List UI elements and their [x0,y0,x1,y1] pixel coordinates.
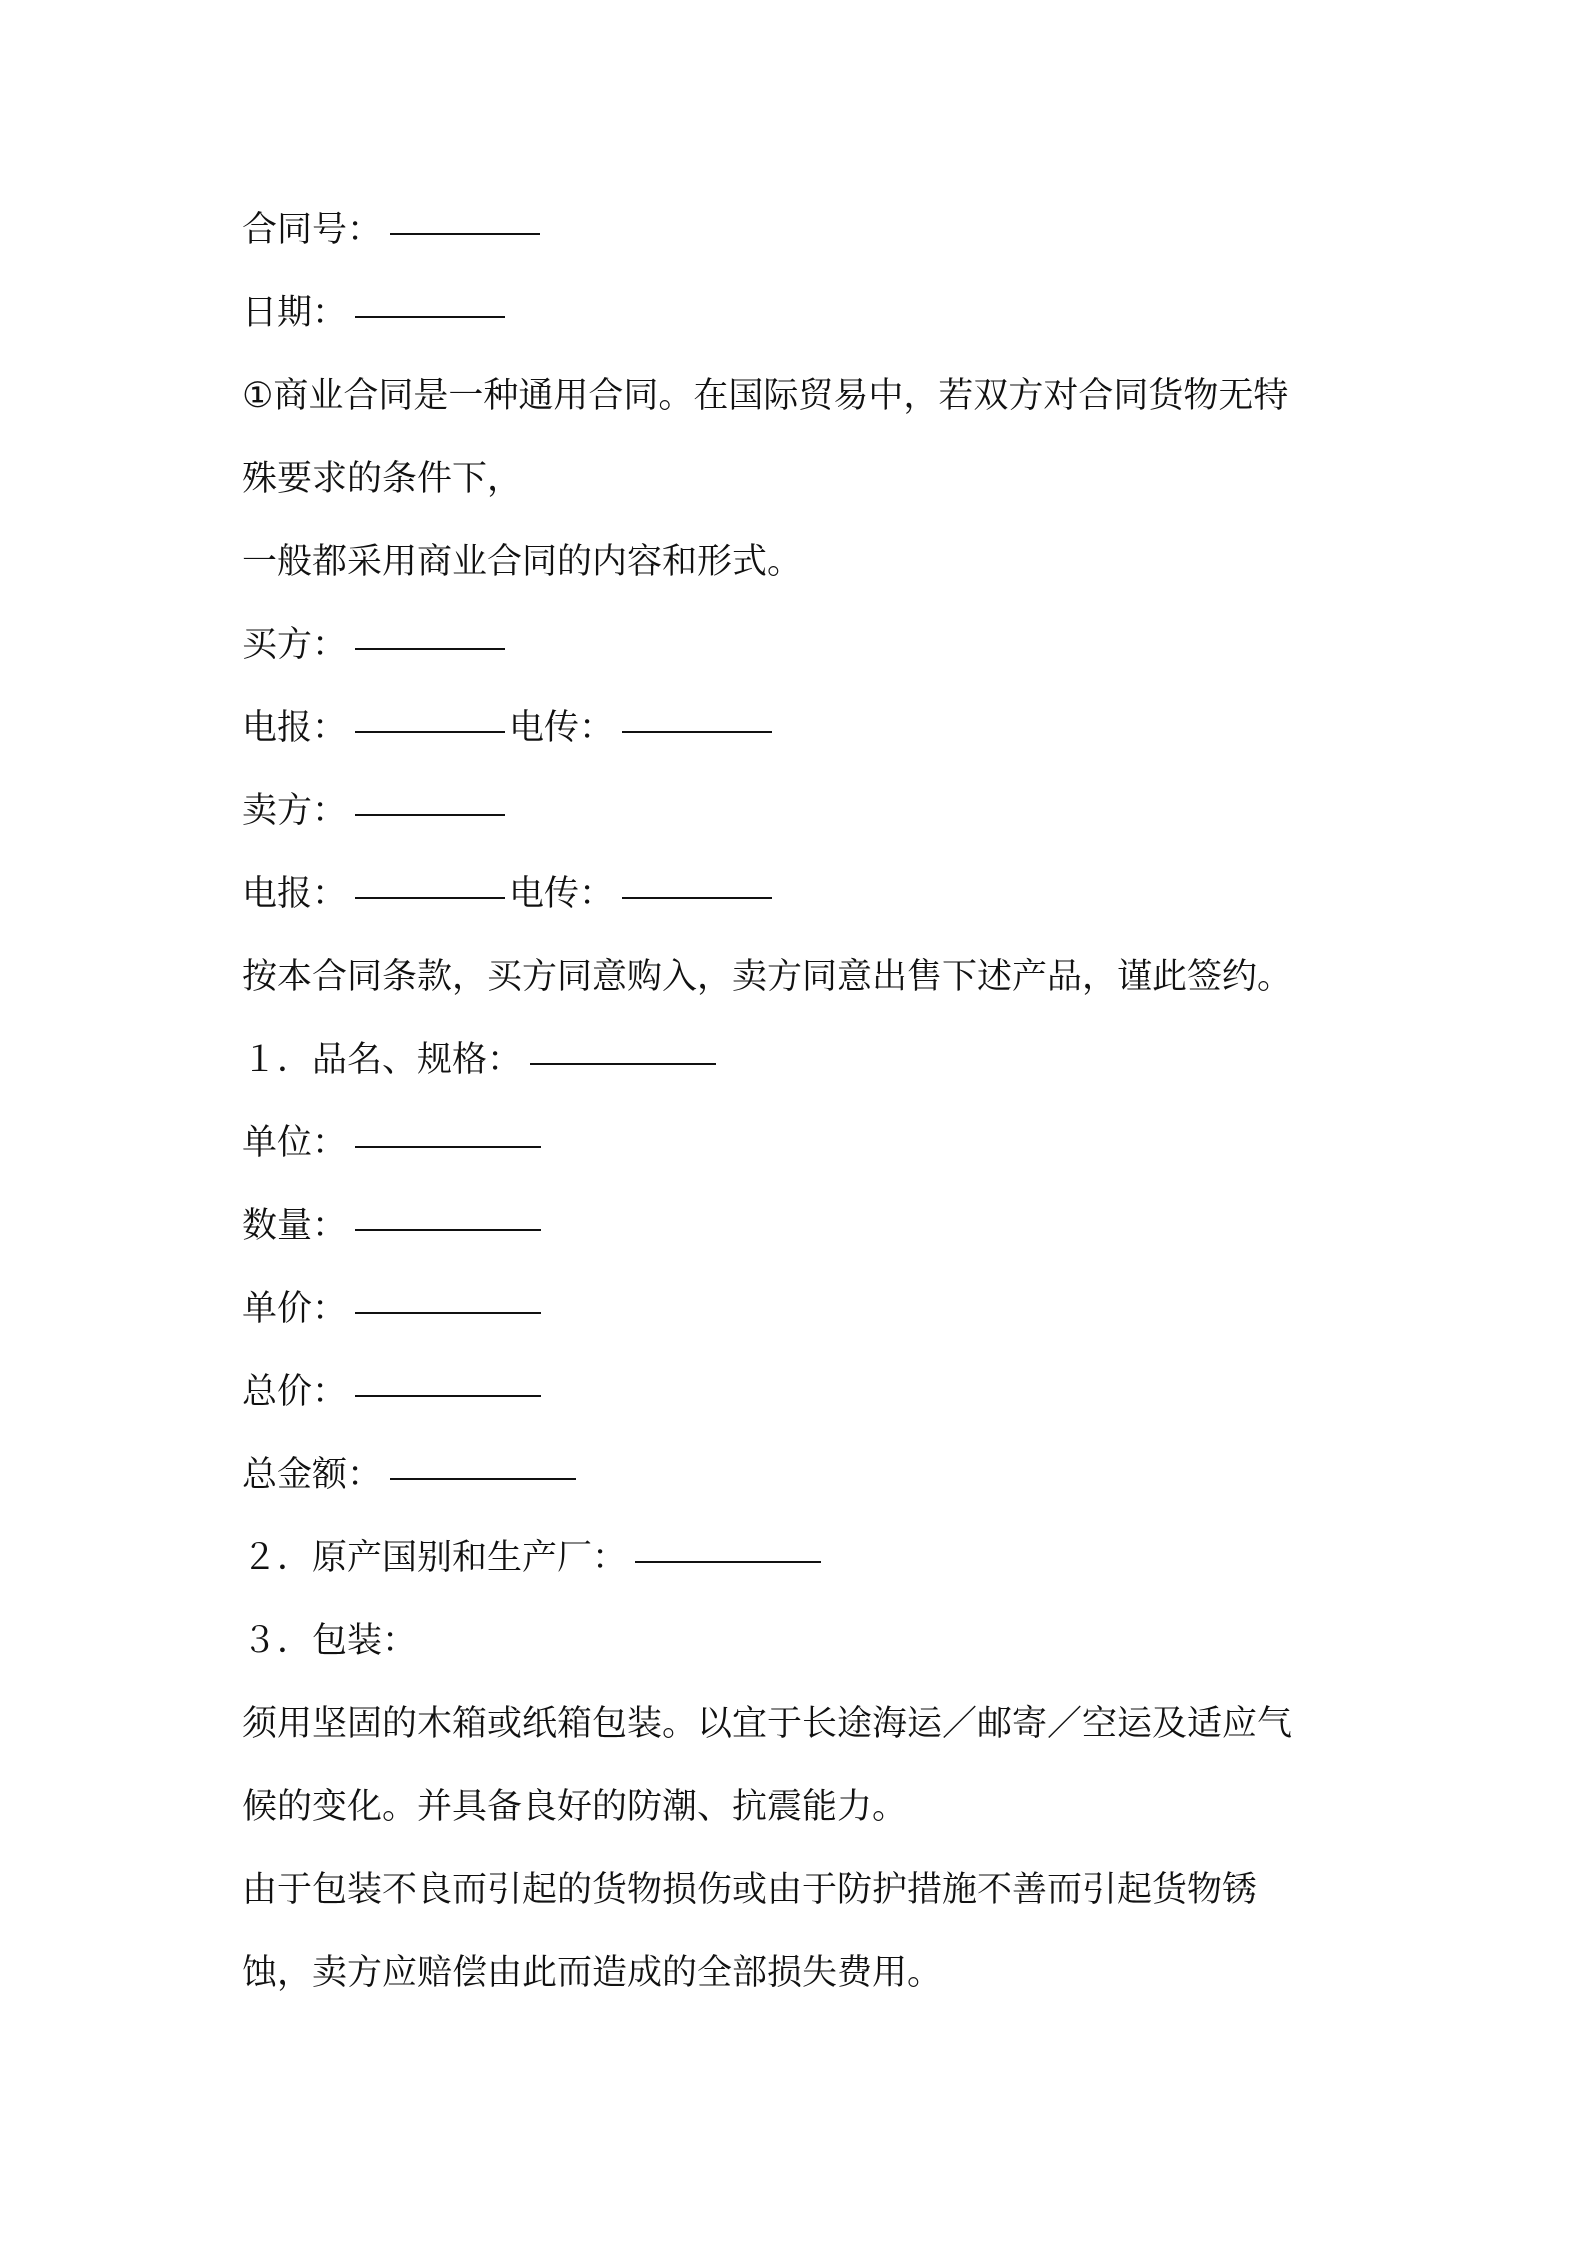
packing-line-1: 须用坚固的木箱或纸箱包装。以宜于长途海运／邮寄／空运及适应气 [242,1704,1293,1744]
buyer-telegram-label: 电报： [242,708,348,748]
seller-telegram-blank[interactable] [355,896,505,899]
unit-price-blank[interactable] [355,1311,541,1314]
damage-line-1: 由于包装不良而引起的货物损伤或由于防护措施不善而引起货物锈 [242,1870,1258,1910]
contract-number-label: 合同号： [242,210,383,250]
item2-line [242,1528,821,1588]
buyer-telegram-blank[interactable] [355,730,505,733]
buyer-telex-label: 电传： [509,708,615,748]
quantity-label: 数量： [242,1206,348,1246]
packing-line-2: 候的变化。并具备良好的防潮、抗震能力。 [242,1787,908,1827]
seller-line [242,781,505,841]
buyer-line [242,615,505,675]
total-amount-blank[interactable] [390,1477,576,1480]
buyer-contact-line [242,698,772,758]
date-label: 日期： [242,293,348,333]
item3-label: ３．包装： [242,1621,418,1661]
item2-blank[interactable] [635,1560,821,1563]
seller-telegram-label: 电报： [242,874,348,914]
damage-line-2: 蚀，卖方应赔偿由此而造成的全部损失费用。 [242,1953,943,1993]
agreement-text: 按本合同条款，买方同意购入，卖方同意出售下述产品，谨此签约。 [242,957,1293,997]
unit-price-label: 单价： [242,1289,348,1329]
unit-price-line [242,1279,541,1339]
unit-label: 单位： [242,1123,348,1163]
date-line [242,283,505,343]
total-price-label: 总价： [242,1372,348,1412]
total-amount-label: 总金额： [242,1455,383,1495]
total-price-blank[interactable] [355,1394,541,1397]
intro-line-2: 殊要求的条件下， [242,459,523,499]
unit-blank[interactable] [355,1145,541,1148]
seller-telex-blank[interactable] [622,896,772,899]
total-amount-line [242,1445,576,1505]
buyer-telex-blank[interactable] [622,730,772,733]
unit-line [242,1113,541,1173]
item1-line [242,1030,716,1090]
contract-number-blank[interactable] [390,232,540,235]
intro-line-1: ①商业合同是一种通用合同。在国际贸易中，若双方对合同货物无特 [242,376,1289,416]
seller-blank[interactable] [355,813,505,816]
item2-label: ２．原产国别和生产厂： [242,1538,628,1578]
buyer-blank[interactable] [355,647,505,650]
seller-label: 卖方： [242,791,348,831]
intro-line-3: 一般都采用商业合同的内容和形式。 [242,542,803,582]
buyer-label: 买方： [242,625,348,665]
contract-number-line [242,200,540,260]
item1-label: １．品名、规格： [242,1040,523,1080]
date-blank[interactable] [355,315,505,318]
seller-telex-label: 电传： [509,874,615,914]
total-price-line [242,1362,541,1422]
item1-blank[interactable] [530,1062,716,1065]
quantity-blank[interactable] [355,1228,541,1231]
quantity-line [242,1196,541,1256]
seller-contact-line [242,864,772,924]
